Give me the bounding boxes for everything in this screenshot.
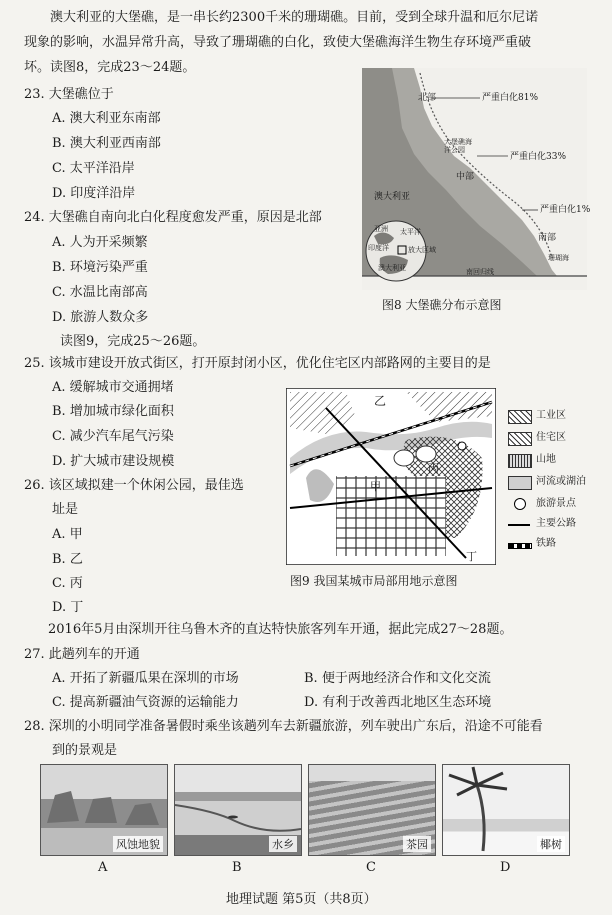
fig8-tropic-label: 南回归线 <box>466 268 494 276</box>
photo-b-water-town <box>174 764 302 856</box>
passage-27-28: 2016年5月由深圳开往乌鲁木齐的直达特快旅客列车开通，据此完成27～28题。 <box>48 622 513 637</box>
fig8-coral-sea-label: 珊瑚海 <box>548 254 569 262</box>
q25-option-d: D. 扩大城市建设规模 <box>52 454 175 469</box>
q24-stem: 24. 大堡礁自南向北白化程度愈发严重，原因是北部 <box>24 210 322 225</box>
intro-line-3: 坏。读图8，完成23～24题。 <box>24 60 196 75</box>
page-footer: 地理试题 第5页（共8页） <box>226 892 377 907</box>
photo-d-letter: D <box>500 860 511 875</box>
legend-residential-swatch <box>508 432 532 446</box>
figure-9-map <box>286 388 496 565</box>
legend-railway: 铁路 <box>536 538 556 549</box>
legend-industrial: 工业区 <box>536 410 566 421</box>
photo-b-letter: B <box>232 860 242 875</box>
fig8-inset-zoom: 放大区域 <box>408 246 436 254</box>
fig8-north-label: 北部 <box>418 93 437 103</box>
photo-a-wind-erosion <box>40 764 168 856</box>
photo-c-tea-garden <box>308 764 436 856</box>
q27-option-b: B. 便于两地经济合作和文化交流 <box>304 671 491 686</box>
fig8-park-label: 大堡礁海洋公园 <box>444 138 472 154</box>
q24-option-b: B. 环境污染严重 <box>52 260 148 275</box>
q23-option-d: D. 印度洋沿岸 <box>52 186 136 201</box>
photo-a-tag: 风蚀地貌 <box>113 836 163 852</box>
q24-option-d: D. 旅游人数众多 <box>52 310 149 325</box>
q26-option-c: C. 丙 <box>52 576 83 591</box>
q25-option-b: B. 增加城市绿化面积 <box>52 404 174 419</box>
q26-stem-1: 26. 该区域拟建一个休闲公园，最佳选 <box>24 478 244 493</box>
legend-scenic: 旅游景点 <box>536 498 576 509</box>
intro-line-1: 澳大利亚的大堡礁，是一串长约2300千米的珊瑚礁。目前，受到全球升温和厄尔尼诺 <box>50 10 539 25</box>
fig8-australia-label: 澳大利亚 <box>374 192 411 202</box>
legend-scenic-swatch <box>514 498 526 510</box>
q27-option-a: A. 开拓了新疆瓜果在深圳的市场 <box>52 671 239 686</box>
q25-option-c: C. 减少汽车尾气污染 <box>52 429 174 444</box>
q27-stem: 27. 此趟列车的开通 <box>24 647 140 662</box>
q23-option-c: C. 太平洋沿岸 <box>52 161 135 176</box>
q28-stem-2: 到的景观是 <box>52 743 118 758</box>
photo-c-letter: C <box>366 860 376 875</box>
q25-stem: 25. 该城市建设开放式街区，打开原封闭小区，优化住宅区内部路网的主要目的是 <box>24 356 491 371</box>
legend-road: 主要公路 <box>536 518 576 529</box>
q25-option-a: A. 缓解城市交通拥堵 <box>52 380 174 395</box>
city-land-use-map <box>286 388 496 565</box>
fig8-north-value: 严重白化81% <box>482 93 539 103</box>
photo-d-tag: 椰树 <box>537 836 565 852</box>
fig8-inset-australia: 澳大利亚 <box>378 264 406 272</box>
q24-option-a: A. 人为开采频繁 <box>52 235 148 250</box>
photo-d-coconut-tree <box>442 764 570 856</box>
q24-option-c: C. 水温比南部高 <box>52 285 148 300</box>
fig8-south-value: 严重白化1% <box>540 205 591 215</box>
fig8-middle-label: 中部 <box>456 172 475 182</box>
q26-option-d: D. 丁 <box>52 600 84 615</box>
legend-mountain: 山地 <box>536 454 556 465</box>
fig9-label-ding: 丁 <box>466 550 477 563</box>
figure-8-map <box>362 68 591 290</box>
fig9-label-bing: 丙 <box>428 462 439 475</box>
photo-c-tag: 茶园 <box>403 836 431 852</box>
legend-water-swatch <box>508 476 532 490</box>
fig9-legend <box>508 410 608 560</box>
photo-b-tag: 水乡 <box>269 836 297 852</box>
intro-line-2: 现象的影响，水温异常升高，导致了珊瑚礁的白化，致使大堡礁海洋生物生存环境严重破 <box>24 35 532 50</box>
legend-residential: 住宅区 <box>536 432 566 443</box>
fig8-caption: 图8 大堡礁分布示意图 <box>382 298 502 312</box>
q28-stem-1: 28. 深圳的小明同学准备暑假时乘坐该趟列车去新疆旅游，列车驶出广东后，沿途不可能看 <box>24 719 543 734</box>
fig9-caption: 图9 我国某城市局部用地示意图 <box>290 574 458 588</box>
fig8-inset-indian: 印度洋 <box>368 244 389 252</box>
q23-option-a: A. 澳大利亚东南部 <box>52 111 161 126</box>
fig8-south-label: 南部 <box>538 233 557 243</box>
q26-stem-2: 址是 <box>52 502 79 517</box>
read-fig9-instruction: 读图9，完成25～26题。 <box>60 334 206 349</box>
fig8-inset-asia: 亚洲 <box>374 225 388 233</box>
fig8-middle-value: 严重白化33% <box>510 152 567 162</box>
q26-option-b: B. 乙 <box>52 552 83 567</box>
legend-railway-swatch <box>508 543 532 549</box>
fig9-label-jia: 甲 <box>370 480 381 493</box>
photo-a-letter: A <box>98 860 108 875</box>
fig9-label-yi: 乙 <box>374 394 387 408</box>
q26-option-a: A. 甲 <box>52 527 83 542</box>
legend-industrial-swatch <box>508 410 532 424</box>
q27-option-d: D. 有利于改善西北地区生态环境 <box>304 695 492 710</box>
fig8-inset-pacific: 太平洋 <box>400 228 421 236</box>
q27-option-c: C. 提高新疆油气资源的运输能力 <box>52 695 239 710</box>
q23-option-b: B. 澳大利亚西南部 <box>52 136 161 151</box>
legend-water: 河流或湖泊 <box>536 476 586 487</box>
legend-mountain-swatch <box>508 454 532 468</box>
legend-road-swatch <box>508 524 530 526</box>
q23-stem: 23. 大堡礁位于 <box>24 87 114 102</box>
